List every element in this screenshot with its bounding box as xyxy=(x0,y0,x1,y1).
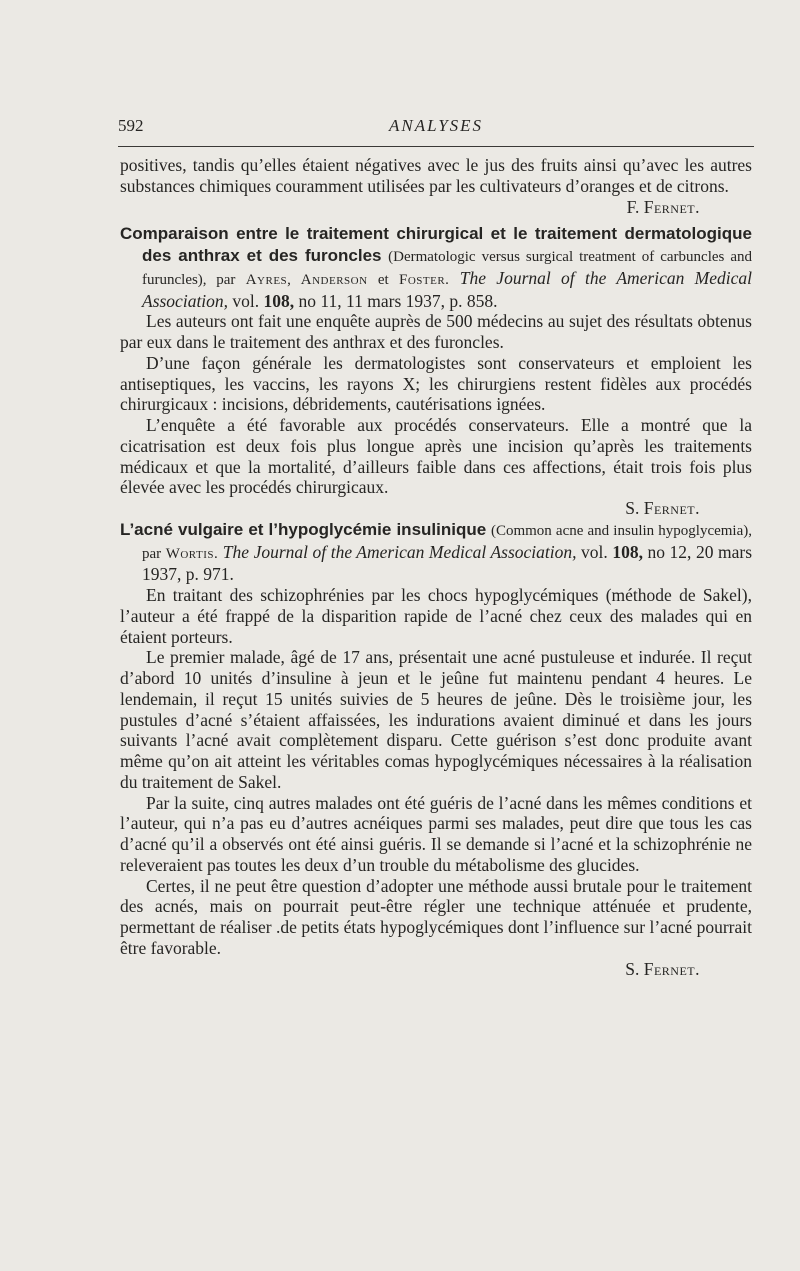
article1-heading xyxy=(120,223,752,311)
article1-authors: Ayres, Anderson xyxy=(245,271,368,288)
article2-issue-date: no 12, 20 mars 1937, p. 971. xyxy=(142,541,753,585)
article1-paragraph: D’une façon générale les dermatologistes sont conservateurs et emploient les antiseptiques, les vaccins, les rayons X; les chirurgiens restent fidèles aux procédés chirurgicaux : incisions, débridements, cautérisations ignées. xyxy=(120,352,752,415)
running-title: ANALYSES xyxy=(388,116,484,135)
article2-paragraph: Certes, il ne peut être question d’adopter une méthode aussi brutale pour le traitement des acnés, mais on pourrait peut-être régler une technique atténuée et prudente, permettant de réaliser .de petits états hypoglycémiques dont l’influence sur l’acné pourrait être favorable. xyxy=(120,875,752,958)
article2-original-title: (Common acne and insulin hypoglycemia), par xyxy=(142,522,753,562)
article2-paragraph: En traitant des schizophrénies par les chocs hypoglycémiques (méthode de Sakel), l’auteur a été frappé de la disparition rapide de l’acné chez ceux des malades qui en étaient porteurs. xyxy=(120,585,752,647)
article1-authors-last: Foster. xyxy=(399,271,450,288)
article1-title: Comparaison entre le traitement chirurgical et le traitement dermatologique des anthrax et des furoncles xyxy=(120,224,752,265)
article1-pages: p. 858. xyxy=(449,290,498,311)
article1-volume: 108, xyxy=(263,290,295,311)
article1-paragraph: L’enquête a été favorable aux procédés conservateurs. Elle a montré que la cicatrisation est deux fois plus longue après une incision qu’après les traitements médicaux et que la mortalité, d’ailleurs faible dans ces affections, était trois fois plus élevée avec les procédés chirurgicaux. xyxy=(120,415,752,498)
article1-authors-joiner: et xyxy=(377,271,389,288)
article1-vol-prefix: vol. xyxy=(232,290,260,311)
article1-issue-date: no 11, 11 mars 1937, xyxy=(298,290,446,311)
page-number: 592 xyxy=(118,116,144,135)
signature-fernet-s-2: S. Fernet. xyxy=(625,958,700,979)
continuation-paragraph xyxy=(120,155,752,197)
article2-paragraph: Le premier malade, âgé de 17 ans, présentait une acné pustuleuse et indurée. Il reçut d’abord 10 unités d’insuline à jeun et le jeûne fut maintenu pendant 4 heures. Le lendemain, il reçut 15 unités suivies de 5 heures de jeûne. Dès le troisième jour, les pustules d’acné s’étaient affaissées, les indurations avaient diminué et dans les jours suivants l’acné avait complètement disparu. Cette guérison s’est donc produite avant même qu’on ait atteint les véritables comas hypoglycémiques nécessaires à la réalisation du traitement de Sakel. xyxy=(120,647,752,792)
signature-fernet-s-1: S. Fernet. xyxy=(625,498,700,518)
header-rule xyxy=(118,146,754,147)
article1-journal: The Journal of the American Medical Association, xyxy=(142,267,753,311)
continuation-text: positives, tandis qu’elles étaient négatives avec le jus des fruits ainsi qu’avec les autres substances chimiques couramment utilisées par les cultivateurs d’oranges et de citrons. xyxy=(120,155,752,196)
article2-heading xyxy=(120,519,752,585)
page-header xyxy=(118,116,754,140)
article1-paragraph: Les auteurs ont fait une enquête auprès de 500 médecins au sujet des résultats obtenus par eux dans le traitement des anthrax et des furoncles. xyxy=(120,311,752,352)
article2-volume: 108, xyxy=(612,541,643,562)
article2-vol-prefix: vol. xyxy=(581,541,608,562)
article2-author: Wortis. xyxy=(165,545,219,562)
article2-paragraph: Par la suite, cinq autres malades ont été guéris de l’acné dans les mêmes conditions et l’auteur, qui n’a pas eu d’autres acnéiques parmi ses malades, peut dire que tous les cas d’acné qu’il a observés ont été ainsi guéris. Il se demande si l’acné et la schizophrénie ne releveraient pas toutes les deux d’un trouble du métabolisme des glucides. xyxy=(120,792,752,875)
signature-fernet-f: F. Fernet. xyxy=(626,196,700,217)
article2-title: L’acné vulgaire et l’hypoglycémie insulinique xyxy=(120,519,487,539)
article1-original-title: (Dermatologic versus surgical treatment of carbuncles and furuncles), par xyxy=(142,249,753,288)
page-body xyxy=(120,155,752,979)
article2-journal: The Journal of the American Medical Association, xyxy=(222,541,577,562)
